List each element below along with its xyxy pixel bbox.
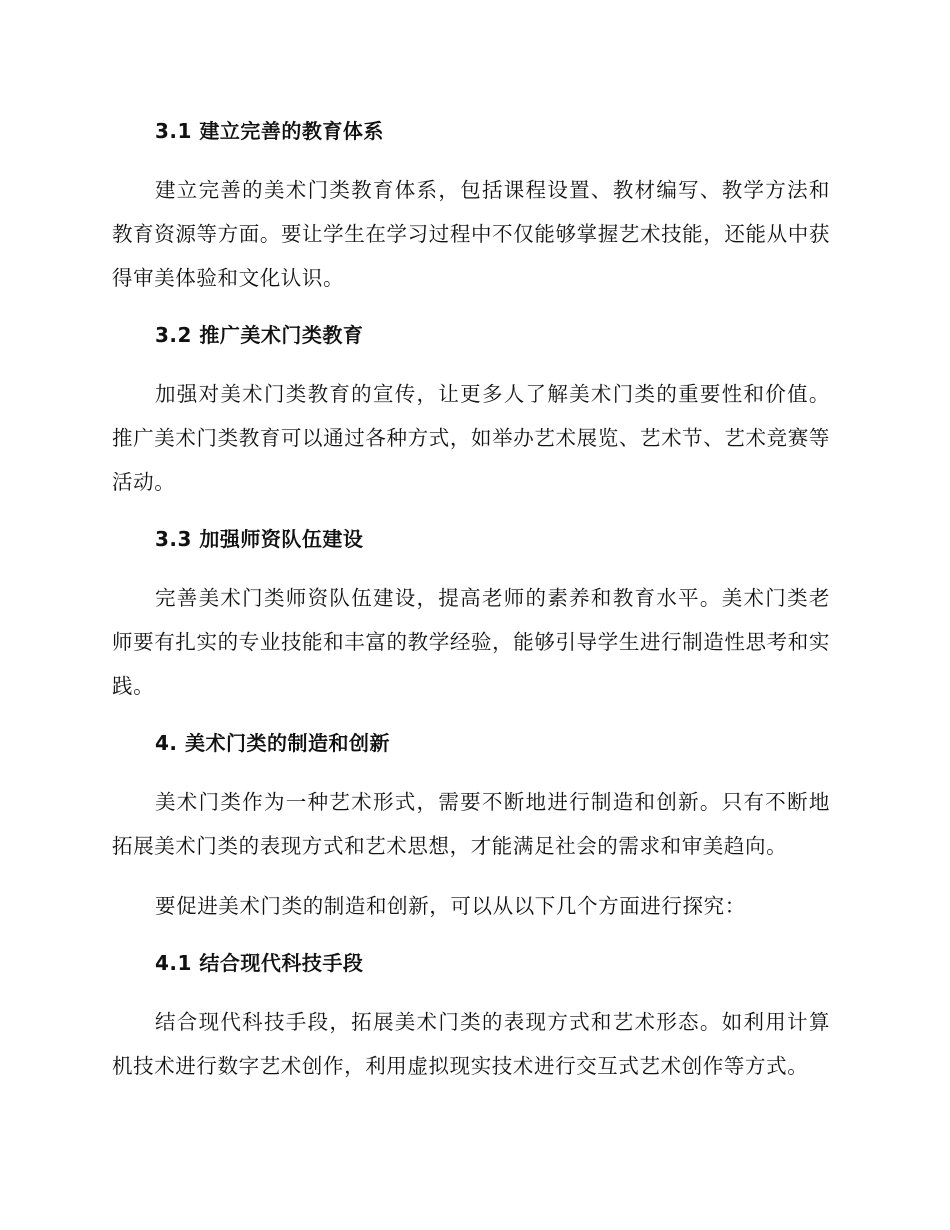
section-heading-4: 4. 美术门类的制造和创新: [155, 731, 390, 755]
section-heading-3-2: 3.2 推广美术门类教育: [155, 323, 364, 347]
paragraph: 加强对美术门类教育的宣传，让更多人了解美术门类的重要性和价值。推广美术门类教育可以通过各种方式，如举办艺术展览、艺术节、艺术竞赛等活动。: [112, 382, 830, 494]
section-heading-3-3: 3.3 加强师资队伍建设: [155, 527, 364, 551]
paragraph: 完善美术门类师资队伍建设，提高老师的素养和教育水平。美术门类老师要有扎实的专业技能和丰富的教学经验，能够引导学生进行制造性思考和实践。: [112, 586, 830, 698]
paragraph: 要促进美术门类的制造和创新，可以从以下几个方面进行探究：: [155, 894, 746, 918]
paragraph: 美术门类作为一种艺术形式，需要不断地进行制造和创新。只有不断地拓展美术门类的表现方式和艺术思想，才能满足社会的需求和审美趋向。: [112, 790, 830, 858]
section-heading-3-1: 3.1 建立完善的教育体系: [155, 119, 384, 143]
paragraph: 建立完善的美术门类教育体系，包括课程设置、教材编写、教学方法和教育资源等方面。要让学生在学习过程中不仅能够掌握艺术技能，还能从中获得审美体验和文化认识。: [112, 178, 830, 290]
section-heading-4-1: 4.1 结合现代科技手段: [155, 951, 364, 975]
paragraph: 结合现代科技手段，拓展美术门类的表现方式和艺术形态。如利用计算机技术进行数字艺术创作，利用虚拟现实技术进行交互式艺术创作等方式。: [112, 1010, 830, 1078]
